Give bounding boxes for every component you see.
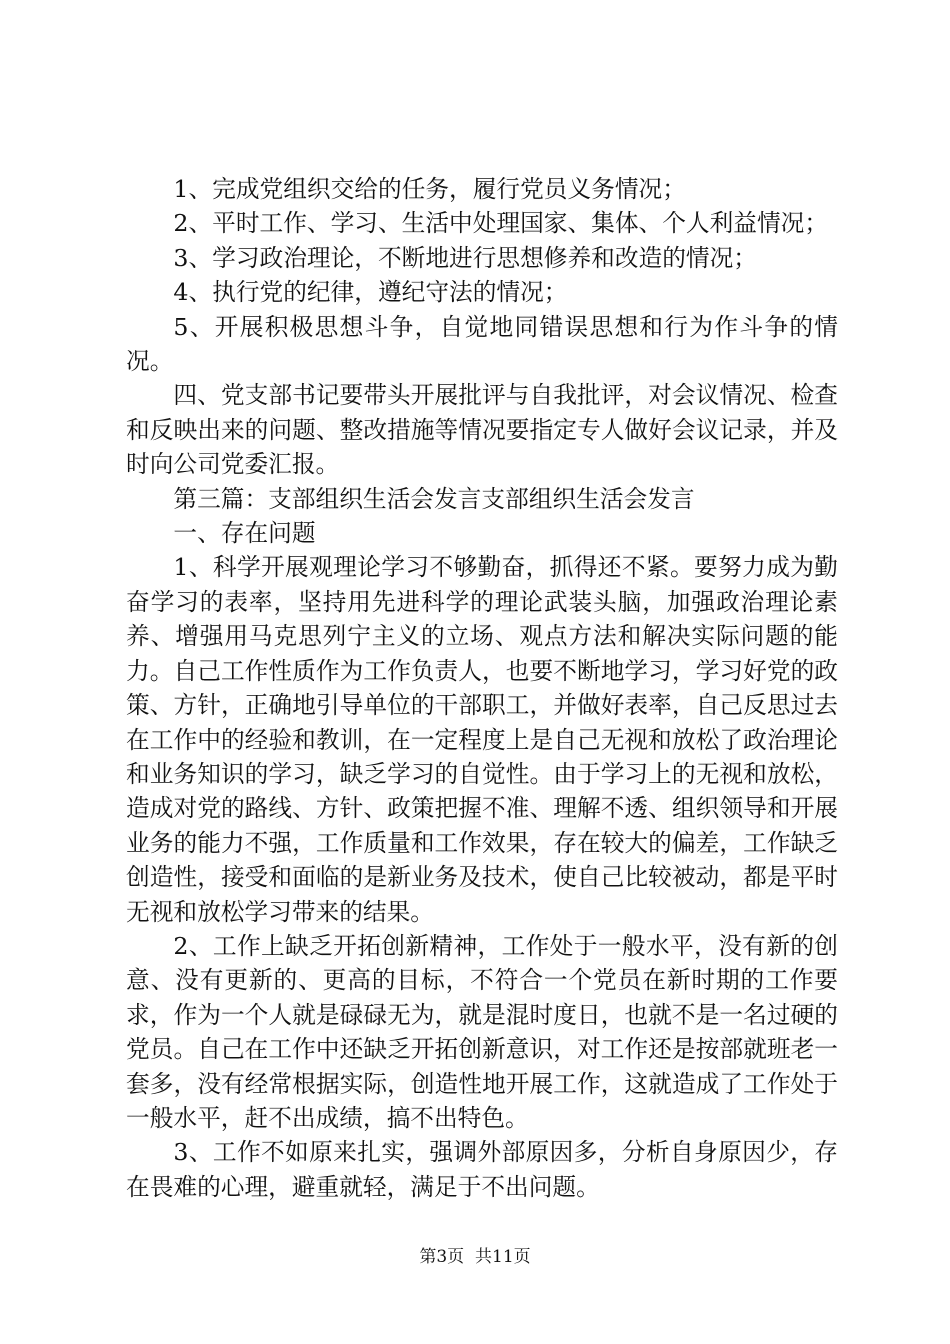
paragraph-duty-1: 1、完成党组织交给的任务，履行党员义务情况； bbox=[173, 175, 686, 203]
page-number: 第3页 bbox=[419, 1247, 465, 1267]
page-footer bbox=[0, 1245, 950, 1269]
total-pages: 共11页 bbox=[475, 1247, 531, 1267]
paragraph-problem-2: 2、工作上缺乏开拓创新精神，工作处于一般水平，没有新的创意、没有更新的、更高的目标，不符合一个党员在新时期的工作要求，作为一个人就是碌碌无为，就是混时度日，也就不是一名过硬的党员。自己在工作中还缺乏开拓创新意识，对工作还是按部就班老一套多，没有经常根据实际，创造性地开展工作，这就造成了工作处于一般水平，赶不出成绩，搞不出特色。 bbox=[126, 931, 838, 1132]
paragraph-section-four: 四、党支部书记要带头开展批评与自我批评，对会议情况、检查和反映出来的问题、整改措施等情况要指定专人做好会议记录，并及时向公司党委汇报。 bbox=[126, 381, 838, 479]
paragraph-problem-3: 3、工作不如原来扎实，强调外部原因多，分析自身原因少，存在畏难的心理，避重就轻，满足于不出问题。 bbox=[126, 1138, 838, 1201]
section-title-part-three: 第三篇：支部组织生活会发言支部组织生活会发言 bbox=[173, 484, 695, 513]
paragraph-duty-2: 2、平时工作、学习、生活中处理国家、集体、个人利益情况； bbox=[173, 209, 829, 238]
paragraph-duty-5: 5、开展积极思想斗争，自觉地同错误思想和行为作斗争的情况。 bbox=[126, 312, 838, 376]
subheading-existing-problems: 一、存在问题 bbox=[173, 519, 316, 548]
paragraph-duty-3: 3、学习政治理论，不断地进行思想修养和改造的情况； bbox=[173, 243, 757, 272]
paragraph-problem-1: 1、科学开展观理论学习不够勤奋，抓得还不紧。要努力成为勤奋学习的表率，坚持用先进科学的理论武装头脑，加强政治理论素养、增强用马克思列宁主义的立场、观点方法和解决实际问题的能力。自己工作性质作为工作负责人，也要不断地学习，学习好党的政策、方针，正确地引导单位的干部职工，并做好表率，自己反思过去在工作中的经验和教训，在一定程度上是自己无视和放松了政治理论和业务知识的学习，缺乏学习的自觉性。由于学习上的无视和放松，造成对党的路线、方针、政策把握不准、理解不透、组织领导和开展业务的能力不强，工作质量和工作效果，存在较大的偏差，工作缺乏创造性，接受和面临的是新业务及技术，使自己比较被动，都是平时无视和放松学习带来的结果。 bbox=[126, 553, 838, 926]
document-body bbox=[126, 172, 838, 1204]
paragraph-duty-4: 4、执行党的纪律，遵纪守法的情况； bbox=[173, 278, 568, 307]
